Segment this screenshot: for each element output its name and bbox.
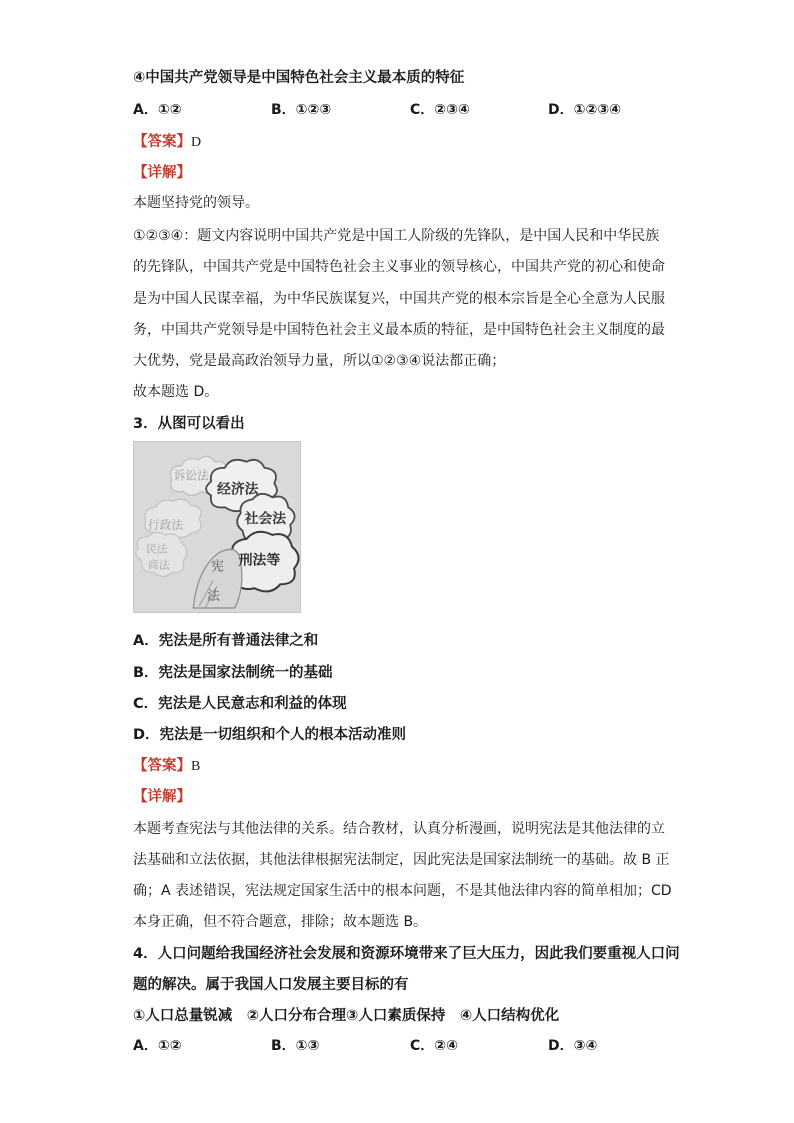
label-constitution-1: 宪 (211, 559, 224, 575)
q2-option-c[interactable]: C．②③④ (410, 102, 470, 118)
answer-value: B (191, 759, 201, 774)
q2-detail-line: 大优势，党是最高政治领导力量，所以①②③④说法都正确； (133, 353, 506, 369)
q2-option-b[interactable]: B．①②③ (271, 102, 332, 118)
q2-option-a[interactable]: A．①② (133, 102, 182, 118)
q4-option-a[interactable]: A．①② (133, 1038, 182, 1054)
constitution-cartoon-image (133, 441, 301, 613)
q2-item-4: ④中国共产党领导是中国特色社会主义最本质的特征 (133, 70, 465, 86)
q2-detail-line: 故本题选 D。 (133, 384, 219, 400)
label-civil: 民法 (145, 542, 168, 556)
label-administrative: 行政法 (147, 517, 184, 532)
q2-detail-line: 的先锋队，中国共产党是中国特色社会主义事业的领导核心，中国共产党的初心和使命 (133, 259, 665, 275)
label-litigation: 诉讼法 (173, 468, 210, 483)
q4-stem-line: 4．人口问题给我国经济社会发展和资源环境带来了巨大压力，因此我们要重视人口问 (133, 946, 680, 962)
q3-detail-line: 法基础和立法依据，其他法律根据宪法制定，因此宪法是国家法制统一的基础。故 B 正 (133, 852, 670, 868)
q2-detail-line: 是为中国人民谋幸福，为中华民族谋复兴，中国共产党的根本宗旨是全心全意为人民服 (133, 291, 665, 307)
q2-detail-line: 本题坚持党的领导。 (133, 195, 259, 211)
q2-option-d[interactable]: D．①②③④ (548, 102, 622, 118)
q3-option-b[interactable]: B．宪法是国家法制统一的基础 (133, 665, 333, 681)
q4-items: ①人口总量锐减 ②人口分布合理③人口素质保持 ④人口结构优化 (133, 1008, 560, 1024)
q3-option-d[interactable]: D．宪法是一切组织和个人的根本活动准则 (133, 727, 407, 743)
answer-tag: 【答案】 (133, 758, 191, 774)
q2-answer-row (133, 130, 201, 151)
label-commercial: 商法 (147, 558, 170, 572)
q3-stem: 3．从图可以看出 (133, 416, 245, 432)
q2-detail-line: ①②③④：题文内容说明中国共产党是中国工人阶级的先锋队，是中国人民和中华民族 (133, 228, 660, 244)
q3-option-c[interactable]: C．宪法是人民意志和利益的体现 (133, 696, 347, 712)
cartoon-drawing (134, 442, 300, 612)
label-constitution-2: 法 (207, 589, 220, 605)
answer-value: D (191, 135, 202, 150)
answer-tag: 【答案】 (133, 134, 191, 150)
detail-tag: 【详解】 (133, 165, 191, 181)
q3-detail-line: 本身正确，但不符合题意，排除；故本题选 B。 (133, 914, 428, 930)
q3-option-a[interactable]: A．宪法是所有普通法律之和 (133, 633, 319, 649)
q4-option-d[interactable]: D．③④ (548, 1038, 598, 1054)
label-social: 社会法 (244, 511, 287, 528)
q4-option-c[interactable]: C．②④ (410, 1038, 458, 1054)
q3-detail-line: 确；A 表述错误，宪法规定国家生活中的根本问题，不是其他法律内容的简单相加；CD (133, 883, 672, 899)
label-criminal: 刑法等 (238, 552, 281, 569)
q3-detail-line: 本题考查宪法与其他法律的关系。结合教材，认真分析漫画，说明宪法是其他法律的立 (133, 821, 665, 837)
detail-tag: 【详解】 (133, 789, 191, 805)
q4-option-b[interactable]: B．①③ (271, 1038, 320, 1054)
label-economic: 经济法 (217, 481, 259, 498)
q2-detail-line: 务，中国共产党领导是中国特色社会主义最本质的特征，是中国特色社会主义制度的最 (133, 322, 665, 338)
q3-answer-row (133, 754, 200, 775)
q4-stem-line: 题的解决。属于我国人口发展主要目标的有 (133, 977, 409, 993)
